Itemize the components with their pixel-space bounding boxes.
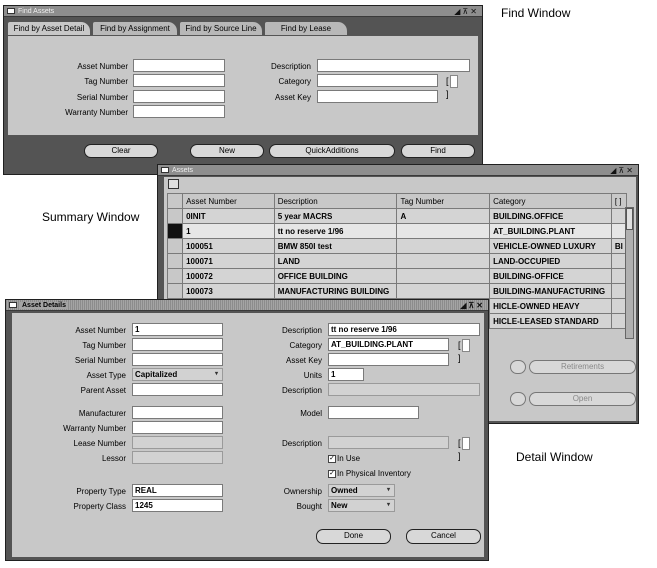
description-2-label: Description	[281, 386, 322, 395]
category-cell[interactable]: HICLE-OWNED HEAVY	[490, 299, 612, 314]
property-type-field[interactable]: REAL	[132, 484, 223, 497]
asset-key-label: Asset Key	[285, 356, 322, 365]
in-use-label: In Use	[337, 454, 361, 463]
clear-button[interactable]: Clear	[84, 144, 158, 158]
asset-details-window	[5, 299, 489, 561]
description-label: Description	[281, 326, 322, 335]
summary-window-annotation: Summary Window	[42, 210, 140, 224]
column-header-description[interactable]: Description	[274, 194, 397, 209]
column-header-category[interactable]: Category	[490, 194, 612, 209]
table-row[interactable]	[168, 284, 627, 299]
tag-number-cell[interactable]: A	[397, 209, 490, 224]
column-header-more[interactable]: [ ]	[611, 194, 626, 209]
cancel-button[interactable]: Cancel	[406, 529, 481, 544]
detail-tag-number-field[interactable]	[132, 338, 223, 351]
in-physical-inventory-checkbox[interactable]: ✓	[329, 470, 335, 477]
window-controls-icon[interactable]: ◢⊼✕	[454, 7, 479, 16]
summary-window-titlebar	[158, 165, 638, 176]
table-row[interactable]	[168, 224, 627, 239]
description-cell[interactable]: MANUFACTURING BUILDING	[274, 284, 397, 299]
window-app-icon	[161, 167, 169, 173]
tag-number-cell[interactable]	[397, 254, 490, 269]
bought-select[interactable]	[328, 499, 395, 512]
tab-find-by-assignment[interactable]: Find by Assignment	[92, 21, 178, 35]
category-cell[interactable]: HICLE-LEASED STANDARD	[490, 314, 612, 329]
category-cell[interactable]: BUILDING.OFFICE	[490, 209, 612, 224]
summary-window-title: Assets	[172, 167, 194, 174]
description-cell[interactable]: LAND	[274, 254, 397, 269]
detail-window-titlebar	[6, 300, 488, 311]
ownership-label: Ownership	[283, 487, 322, 496]
description-label: Description	[270, 62, 311, 71]
asset-number-label: Asset Number	[75, 326, 126, 335]
units-label: Units	[303, 371, 322, 380]
new-button[interactable]: New	[190, 144, 264, 158]
window-app-icon	[7, 8, 15, 14]
asset-type-value: Capitalized	[135, 370, 178, 379]
asset-number-label: Asset Number	[77, 62, 128, 71]
lease-number-field[interactable]	[132, 436, 223, 449]
category-label: Category	[289, 341, 322, 350]
column-header-asset-number[interactable]: Asset Number	[183, 194, 275, 209]
description-cell[interactable]: tt no reserve 1/96	[274, 224, 397, 239]
parent-asset-label: Parent Asset	[80, 386, 126, 395]
ownership-select[interactable]	[328, 484, 395, 497]
category-cell[interactable]: BUILDING-MANUFACTURING	[490, 284, 612, 299]
chevron-down-icon: ▾	[214, 371, 218, 377]
asset-number-cell[interactable]: 100051	[183, 239, 275, 254]
detail-asset-number-field[interactable]: 1	[132, 323, 223, 336]
description-cell[interactable]: BMW 850I test	[274, 239, 397, 254]
in-physical-inventory-label: In Physical Inventory	[337, 469, 411, 478]
description-flexfield-icon[interactable]: []	[458, 437, 472, 450]
model-label: Model	[300, 409, 322, 418]
description-3-label: Description	[281, 439, 322, 448]
vertical-scrollbar[interactable]	[625, 207, 634, 339]
summary-hidden-button-1[interactable]	[510, 360, 526, 374]
bought-value: New	[331, 501, 348, 510]
detail-description-field[interactable]: tt no reserve 1/96	[328, 323, 480, 336]
bought-label: Bought	[296, 502, 322, 511]
lease-number-label: Lease Number	[73, 439, 126, 448]
asset-number-cell[interactable]: 100072	[183, 269, 275, 284]
asset-number-cell[interactable]: 100073	[183, 284, 275, 299]
find-window-title: Find Assets	[18, 8, 55, 15]
find-asset-key-field[interactable]	[317, 90, 438, 103]
category-cell[interactable]: VEHICLE-OWNED LUXURY	[490, 239, 612, 254]
table-row[interactable]	[168, 239, 627, 254]
detail-asset-key-field[interactable]	[328, 353, 449, 366]
tag-number-cell[interactable]	[397, 224, 490, 239]
model-field[interactable]	[328, 406, 419, 419]
lessor-field[interactable]	[132, 451, 223, 464]
tag-number-label: Tag Number	[84, 77, 128, 86]
asset-number-cell[interactable]: 0INIT	[183, 209, 275, 224]
detail-window-annotation: Detail Window	[516, 450, 593, 464]
asset-type-label: Asset Type	[86, 371, 126, 380]
detail-window-title: Asset Details	[22, 302, 66, 309]
folder-icon[interactable]	[168, 179, 179, 189]
units-field[interactable]: 1	[328, 368, 364, 381]
table-row[interactable]	[168, 269, 627, 284]
find-button[interactable]: Find	[401, 144, 475, 158]
current-record-indicator	[168, 224, 183, 239]
tag-number-cell[interactable]	[397, 284, 490, 299]
description-cell[interactable]: 5 year MACRS	[274, 209, 397, 224]
category-flexfield-icon[interactable]: []	[446, 75, 460, 88]
tag-number-cell[interactable]	[397, 239, 490, 254]
in-use-checkbox[interactable]: ✓	[329, 455, 335, 462]
done-button[interactable]: Done	[316, 529, 391, 544]
asset-key-label: Asset Key	[274, 93, 311, 102]
asset-type-select[interactable]	[132, 368, 223, 381]
table-header-row	[168, 194, 627, 209]
summary-hidden-button-2[interactable]	[510, 392, 526, 406]
chevron-down-icon: ▾	[386, 502, 390, 508]
column-header-tag-number[interactable]: Tag Number	[397, 194, 490, 209]
description-3-field[interactable]	[328, 436, 449, 449]
manufacturer-field[interactable]	[132, 406, 223, 419]
window-controls-icon[interactable]: ◢⊼✕	[610, 166, 635, 175]
category-label: Category	[278, 77, 311, 86]
chevron-down-icon: ▾	[386, 487, 390, 493]
table-row[interactable]	[168, 209, 627, 224]
property-class-field[interactable]: 1245	[132, 499, 223, 512]
find-window-titlebar	[4, 6, 482, 17]
serial-number-label: Serial Number	[76, 93, 128, 102]
tab-find-by-source-line[interactable]: Find by Source Line	[179, 21, 263, 35]
lessor-label: Lessor	[101, 454, 126, 463]
find-window-annotation: Find Window	[501, 6, 571, 20]
window-app-icon	[9, 302, 17, 308]
property-type-label: Property Type	[76, 487, 126, 496]
tab-find-by-lease[interactable]: Find by Lease	[264, 21, 348, 35]
detail-warranty-number-field[interactable]	[132, 421, 223, 434]
manufacturer-label: Manufacturer	[78, 409, 126, 418]
retirements-button[interactable]: Retirements	[529, 360, 636, 374]
category-flexfield-icon[interactable]: []	[458, 339, 472, 352]
find-category-field[interactable]	[317, 74, 438, 87]
category-cell[interactable]: LAND-OCCUPIED	[490, 254, 612, 269]
table-row[interactable]	[168, 254, 627, 269]
ownership-value: Owned	[331, 486, 358, 495]
find-assets-window	[3, 5, 483, 175]
find-warranty-number-field[interactable]	[133, 105, 225, 118]
detail-category-field[interactable]: AT_BUILDING.PLANT	[328, 338, 449, 351]
quick-additions-button[interactable]: QuickAdditions	[269, 144, 395, 158]
category-cell[interactable]: BUILDING-OFFICE	[490, 269, 612, 284]
open-button[interactable]: Open	[529, 392, 636, 406]
tab-find-by-asset-detail[interactable]: Find by Asset Detail	[7, 21, 91, 36]
category-cell[interactable]: AT_BUILDING.PLANT	[490, 224, 612, 239]
find-tab-panel	[7, 35, 479, 136]
description-cell[interactable]: OFFICE BUILDING	[274, 269, 397, 284]
scrollbar-thumb[interactable]	[626, 208, 633, 230]
tag-number-label: Tag Number	[82, 341, 126, 350]
property-class-label: Property Class	[73, 502, 126, 511]
serial-number-label: Serial Number	[74, 356, 126, 365]
find-description-field[interactable]	[317, 59, 470, 72]
window-controls-icon[interactable]: ◢⊼✕	[460, 301, 485, 310]
detail-serial-number-field[interactable]	[132, 353, 223, 366]
description-2-field[interactable]	[328, 383, 480, 396]
warranty-number-label: Warranty Number	[63, 424, 126, 433]
asset-number-cell[interactable]: 100071	[183, 254, 275, 269]
detail-panel	[12, 313, 484, 557]
asset-number-cell[interactable]: 1	[183, 224, 275, 239]
tag-number-cell[interactable]	[397, 269, 490, 284]
warranty-number-label: Warranty Number	[65, 108, 128, 117]
parent-asset-field[interactable]	[132, 383, 223, 396]
extra-cell[interactable]: BI	[611, 239, 626, 254]
